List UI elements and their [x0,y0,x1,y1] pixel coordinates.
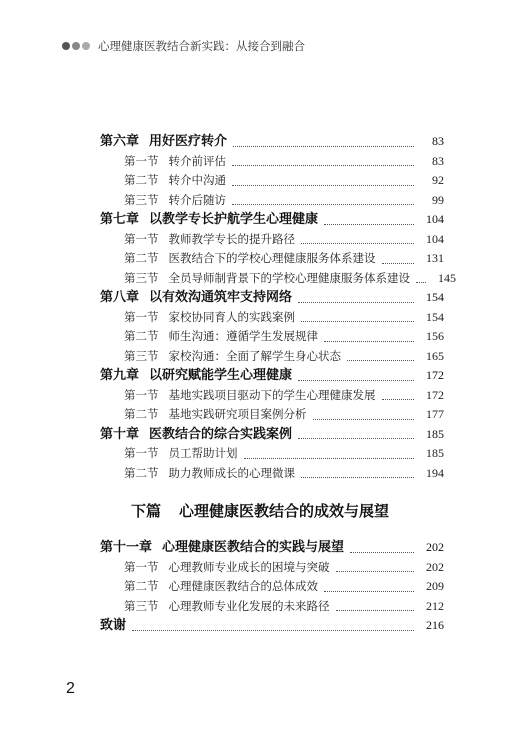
part-title [0,500,520,521]
toc-chapter-row [100,616,444,636]
dot-leader [232,204,414,205]
dot-leader [298,302,414,303]
toc-chapter-row [100,366,444,386]
toc-chapter-row [100,288,444,308]
dot-leader [324,591,414,592]
section-title: 转介后随访 [168,192,226,207]
section-title: 家校沟通：全面了解学生身心状态 [168,348,341,363]
chapter-title: 以教学专长护航学生心理健康 [149,212,319,227]
toc-section-row [100,597,444,617]
section-title: 医教结合下的学校心理健康服务体系建设 [168,251,376,265]
toc-section-row [100,269,456,289]
page-ref: 172 [426,387,444,402]
section-number: 第二节 [124,329,159,343]
toc-chapter-row [100,210,444,230]
section-number: 第二节 [124,173,159,187]
chapter-title: 以研究赋能学生心理健康 [149,368,293,383]
page-ref: 177 [426,407,444,421]
section-number: 第一节 [124,309,159,324]
page-ref: 145 [438,270,456,285]
section-title: 家校协同育人的实践案例 [168,309,295,324]
dot-leader [350,552,414,553]
section-title: 转介中沟通 [168,173,226,187]
dot-leader [233,146,414,147]
dot-leader [298,438,414,439]
chapter-title: 以有效沟通筑牢支持网络 [149,290,293,305]
section-title: 教师教学专长的提升路径 [168,231,295,246]
section-number: 第三节 [124,192,159,207]
section-title: 心理教师专业化发展的未来路径 [168,598,330,613]
dot-leader [244,458,415,459]
section-number: 第一节 [124,559,159,574]
section-title: 助力教师成长的心理微课 [168,465,295,480]
header-title: 心理健康医教结合新实践：从接合到融合 [98,39,305,53]
page-ref: 212 [426,598,444,613]
section-number: 第一节 [124,231,159,246]
page-number: 2 [66,680,75,697]
dot-leader [313,419,415,420]
section-title: 基地实践项目驱动下的学生心理健康发展 [168,387,376,402]
section-number: 第二节 [124,407,159,421]
section-title: 师生沟通：遵循学生发展规律 [168,329,318,343]
chapter-number: 第十章 [100,426,140,442]
page-ref: 172 [426,368,444,382]
dot-leader [336,571,415,572]
toc-chapter-row [100,132,444,152]
page-ref: 83 [432,134,444,148]
toc-section-row [100,405,444,425]
page-ref: 104 [426,231,444,246]
toc-section-row [100,308,444,328]
chapter-title: 心理健康医教结合的实践与展望 [162,540,345,555]
page-ref: 131 [426,251,444,265]
page-ref: 104 [426,212,444,226]
section-number: 第一节 [124,153,159,168]
dot-leader [232,185,414,186]
chapter-title: 医教结合的综合实践案例 [149,426,293,442]
page-ref: 165 [426,348,444,363]
toc-section-row [100,171,444,191]
toc-chapter-row [100,538,444,558]
toc-section-row [100,347,444,367]
toc-section-row [100,327,444,347]
dot-leader [416,282,426,283]
section-number: 第三节 [124,348,159,363]
section-number: 第三节 [124,598,159,613]
page-ref: 202 [426,559,444,574]
toc-section-row [100,577,444,597]
toc-part2 [100,538,444,636]
section-title: 心理健康医教结合的总体成效 [168,579,318,593]
toc-chapter-row [100,425,444,445]
page-ref: 216 [426,618,444,632]
toc-part1 [100,132,456,483]
page-ref: 92 [432,173,444,187]
section-number: 第二节 [124,251,159,265]
chapter-title: 用好医疗转介 [149,134,228,149]
toc-section-row [100,249,444,269]
toc-section-row [100,464,444,484]
page-ref: 99 [432,192,444,207]
page-ref: 202 [426,540,444,554]
section-number: 第一节 [124,446,159,460]
dot-leader [301,477,414,478]
page-ref: 83 [432,153,444,168]
toc-section-row [100,152,444,172]
running-header [62,38,305,54]
part-label: 下篇 [130,502,161,520]
dot-leader [232,165,414,166]
section-title: 全员导师制背景下的学校心理健康服务体系建设 [168,270,410,285]
chapter-number: 第十一章 [100,540,153,555]
page-ref: 156 [426,329,444,343]
page-ref: 154 [426,309,444,324]
page-ref: 185 [426,426,444,441]
part-title-text: 心理健康医教结合的成效与展望 [179,502,390,520]
section-title: 基地实践研究项目案例分析 [168,407,307,421]
dot-leader [336,610,415,611]
dot-leader [324,341,414,342]
toc-section-row [100,191,444,211]
page-ref: 209 [426,579,444,593]
page-ref: 194 [426,465,444,480]
toc-section-row [100,386,444,406]
section-title: 转介前评估 [168,153,226,168]
dot-leader [382,399,415,400]
dot-leader [298,380,414,381]
toc-section-row [100,444,444,464]
three-dots-icon [62,42,92,50]
section-number: 第二节 [124,579,159,593]
section-number: 第三节 [124,270,159,285]
section-number: 第二节 [124,465,159,480]
dot-leader [382,263,415,264]
chapter-number: 第七章 [100,212,140,227]
section-number: 第一节 [124,387,159,402]
dot-leader [301,243,414,244]
section-title: 员工帮助计划 [168,446,238,460]
dot-leader [347,360,414,361]
toc-section-row [100,558,444,578]
chapter-number: 第八章 [100,290,140,305]
chapter-number: 第六章 [100,134,140,149]
page-ref: 154 [426,290,444,304]
section-title: 心理教师专业成长的困境与突破 [168,559,330,574]
toc-section-row [100,230,444,250]
dot-leader [324,224,414,225]
dot-leader [301,321,414,322]
dot-leader [132,630,414,631]
chapter-number: 第九章 [100,368,140,383]
page-ref: 185 [426,446,444,460]
chapter-title: 致谢 [100,618,127,633]
